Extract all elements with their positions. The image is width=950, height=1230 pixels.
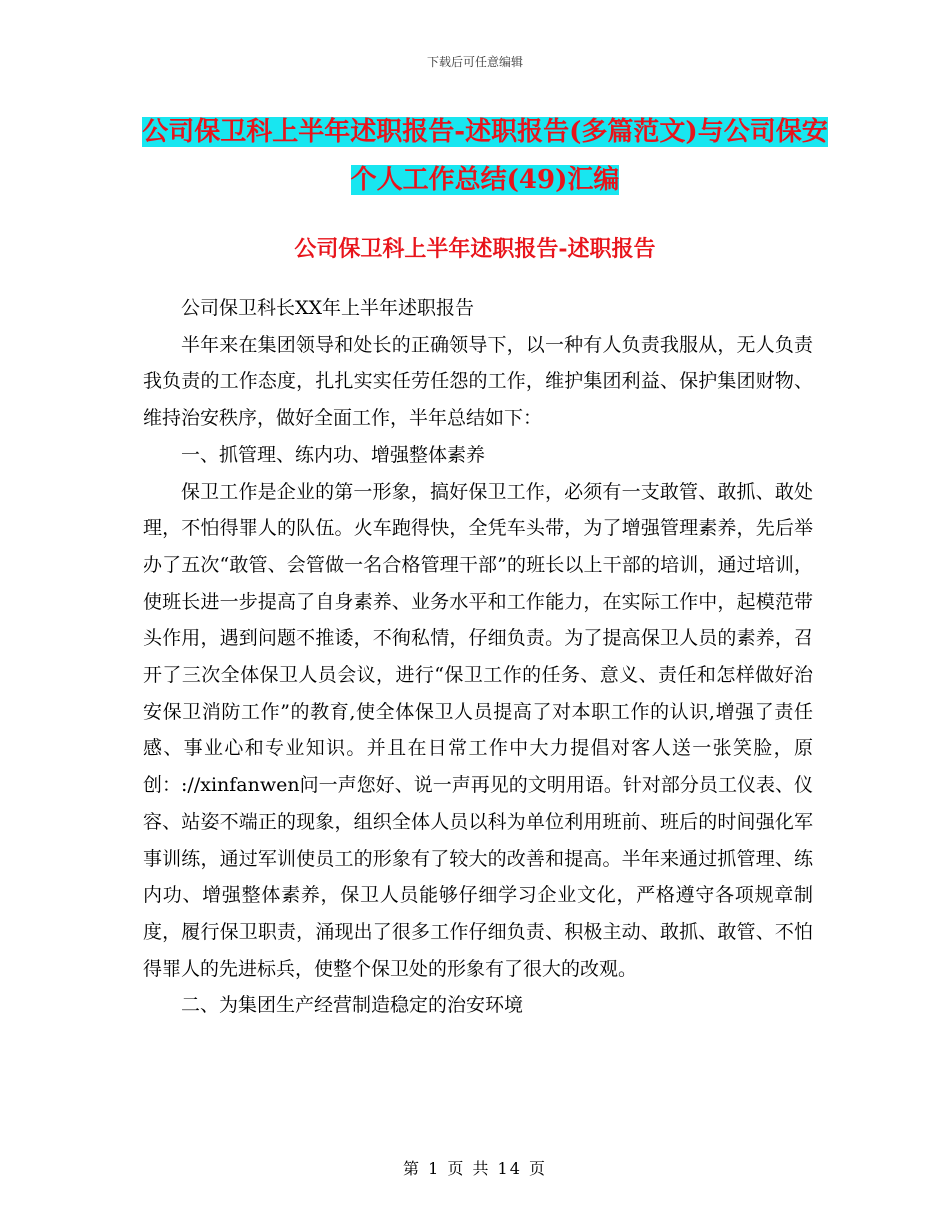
section-title: 公司保卫科上半年述职报告-述职报告 [294, 236, 656, 262]
paragraph-heading-one: 一、抓管理、练内功、增强整体素养 [181, 443, 486, 466]
document-title-text: 公司保卫科上半年述职报告-述职报告(多篇范文)与公司保安个人工作总结(49)汇编 [142, 117, 828, 195]
document-body [143, 290, 813, 1024]
document-title [140, 108, 830, 204]
header-note: 下载后可任意编辑 [426, 55, 523, 69]
page-footer: 第 1 页 共 14 页 [403, 1159, 547, 1178]
paragraph-management: 保卫工作是企业的第一形象，搞好保卫工作，必须有一支敢管、敢抓、敢处理，不怕得罪人的队伍。火车跑得快，全凭车头带，为了增强管理素养，先后举办了五次“敢管、会管做一名合格管理干部”的班长以上干部的培训，通过培训，使班长进一步提高了自身素养、业务水平和工作能力，在实际工作中，起模范带头作用，遇到问题不推诿，不徇私情，仔细负责。为了提高保卫人员的素养，召开了三次全体保卫人员会议，进行“保卫工作的任务、意义、责任和怎样做好治安保卫消防工作”的教育,使全体保卫人员提高了对本职工作的认识,增强了责任感、事业心和专业知识。并且在日常工作中大力提倡对客人送一张笑脸，原创：://xinfanwen问一声您好、说一声再见的文明用语。针对部分员工仪表、仪容、站姿不端正的现象，组织全体人员以科为单位利用班前、班后的时间强化军事训练，通过军训使员工的形象有了较大的改善和提高。半年来通过抓管理、练内功、增强整体素养，保卫人员能够仔细学习企业文化，严格遵守各项规章制度，履行保卫职责，涌现出了很多工作仔细负责、积极主动、敢抓、敢管、不怕得罪人的先进标兵，使整个保卫处的形象有了很大的改观。 [143, 480, 813, 980]
paragraph-heading-two: 二、为集团生产经营制造稳定的治安环境 [181, 994, 524, 1017]
paragraph-intro: 半年来在集团领导和处长的正确领导下，以一种有人负责我服从，无人负责我负责的工作态度，扎扎实实任劳任怨的工作，维护集团利益、保护集团财物、维持治安秩序，做好全面工作，半年总结如下： [143, 333, 813, 430]
paragraph-report-heading: 公司保卫科长XX年上半年述职报告 [181, 297, 475, 319]
